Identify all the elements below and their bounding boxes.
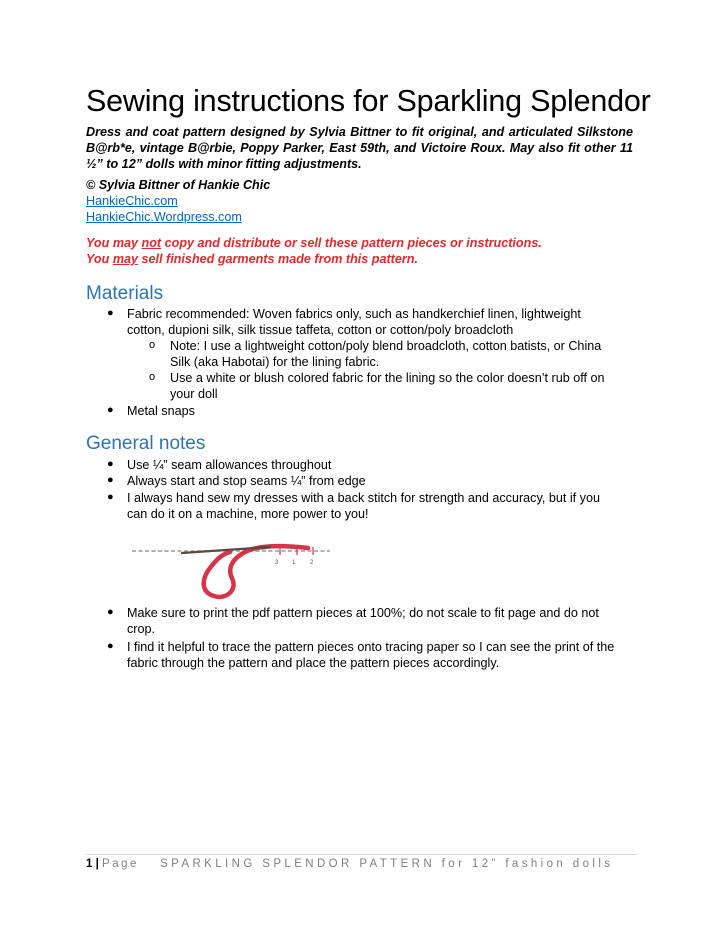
list-item: Metal snaps: [127, 404, 195, 418]
link-hankiechic-wordpress[interactable]: HankieChic.Wordpress.com: [86, 210, 242, 224]
page-title: Sewing instructions for Sparkling Splendor: [86, 84, 651, 118]
page-number: 1: [86, 858, 93, 870]
warning-text: You: [86, 252, 113, 266]
bullet-icon: ●: [107, 640, 114, 652]
sub-bullet-icon: o: [149, 371, 156, 383]
list-item: I always hand sew my dresses with a back stitch for strength and accuracy, but if you: [127, 491, 600, 505]
warning-text: sell finished garments made from this pattern.: [138, 252, 418, 266]
list-item-continued: can do it on a machine, more power to you!: [127, 507, 369, 521]
bullet-icon: ●: [107, 404, 114, 416]
back-stitch-illustration: [130, 534, 335, 604]
sub-list-item-continued: your doll: [170, 387, 218, 401]
sub-list-item: Note: I use a lightweight cotton/poly blend broadcloth, cotton batists, or China: [170, 339, 602, 353]
stitch-label: 1: [292, 560, 296, 566]
link-hankiechic[interactable]: HankieChic.com: [86, 194, 178, 208]
bullet-icon: ●: [107, 491, 114, 503]
thread-icon: [204, 546, 308, 597]
page-footer: [86, 858, 613, 870]
list-item: Make sure to print the pdf pattern pieces at 100%; do not scale to fit page and do not: [127, 606, 599, 620]
intro-paragraph: Dress and coat pattern designed by Sylvia Bittner to fit original, and articulated Silkstone B@rb*e, vintage B@rbie, Poppy Parker, East 59th, and Victoire Roux. May also fit other 11 ½” to 12” dolls with minor fitting adjustments.: [86, 125, 633, 171]
list-item-continued: cotton, dupioni silk, silk tissue taffeta, cotton or cotton/poly broadcloth: [127, 323, 514, 337]
list-item-continued: crop.: [127, 622, 155, 636]
list-item: Always start and stop seams ¼” from edge: [127, 474, 366, 488]
sub-list-item: Use a white or blush colored fabric for the lining so the color doesn’t rub off on: [170, 371, 605, 385]
list-item: Fabric recommended: Woven fabrics only, such as handkerchief linen, lightweight: [127, 307, 581, 321]
footer-separator: |: [95, 858, 99, 870]
warning-line-1: [86, 236, 542, 250]
warning-line-2: [86, 252, 418, 266]
warning-text: You may: [86, 236, 142, 250]
footer-running-title: SPARKLING SPLENDOR PATTERN for 12” fashion dolls: [160, 858, 614, 870]
warning-emphasis-may: may: [112, 252, 139, 266]
stitch-label: 3: [275, 560, 279, 566]
list-item: Use ¼” seam allowances throughout: [127, 458, 332, 472]
sub-list-item-continued: Silk (aka Habotai) for the lining fabric.: [170, 355, 380, 369]
bullet-icon: ●: [107, 307, 114, 319]
stitch-label: 2: [310, 560, 314, 566]
bullet-icon: ●: [107, 458, 114, 470]
copyright-line: © Sylvia Bittner of Hankie Chic: [86, 178, 271, 192]
materials-heading: Materials: [86, 283, 164, 304]
bullet-icon: ●: [107, 606, 114, 618]
warning-text: copy and distribute or sell these pattern pieces or instructions.: [161, 236, 542, 250]
sub-bullet-icon: o: [149, 339, 156, 351]
list-item-continued: fabric through the pattern and place the pattern pieces accordingly.: [127, 656, 500, 670]
warning-emphasis-not: not: [141, 236, 162, 250]
list-item: I find it helpful to trace the pattern pieces onto tracing paper so I can see the print of the: [127, 640, 615, 654]
footer-page-word: Page: [102, 858, 139, 870]
footer-divider: [86, 854, 637, 855]
general-notes-heading: General notes: [86, 433, 206, 454]
bullet-icon: ●: [107, 474, 114, 486]
